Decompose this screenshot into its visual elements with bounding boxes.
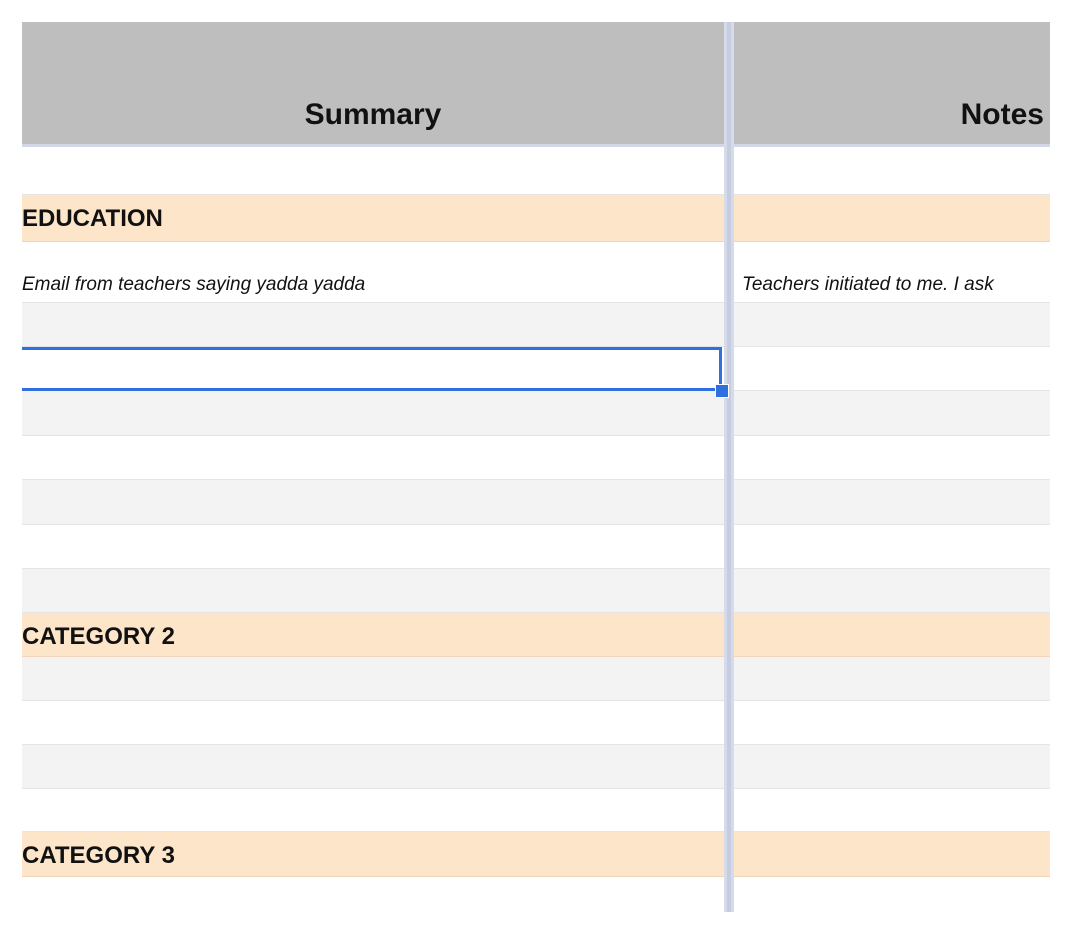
active-cell-selection[interactable] <box>22 347 722 391</box>
table-row[interactable] <box>22 436 724 480</box>
category-row-education[interactable] <box>734 195 1050 242</box>
table-row[interactable] <box>22 569 724 613</box>
category-label-education: EDUCATION <box>22 205 163 232</box>
table-row[interactable] <box>22 701 724 745</box>
table-row[interactable] <box>22 242 724 303</box>
table-row[interactable] <box>734 242 1050 303</box>
summary-cell-text: Email from teachers saying yadda yadda <box>22 274 366 295</box>
category-label-2: CATEGORY 2 <box>22 623 175 650</box>
table-row[interactable] <box>734 701 1050 745</box>
summary-column <box>22 22 724 912</box>
table-row[interactable] <box>22 303 724 347</box>
table-row[interactable] <box>734 657 1050 701</box>
table-row[interactable] <box>22 789 724 832</box>
table-row[interactable] <box>734 569 1050 613</box>
category-row-2[interactable] <box>734 613 1050 657</box>
spreadsheet-grid <box>22 22 1050 912</box>
notes-cell-text: Teachers initiated to me. I ask <box>742 274 994 295</box>
category-row-3[interactable] <box>734 832 1050 877</box>
table-row[interactable] <box>734 789 1050 832</box>
table-row[interactable] <box>734 436 1050 480</box>
category-row-2[interactable] <box>22 613 724 657</box>
table-row[interactable] <box>734 525 1050 569</box>
table-row[interactable] <box>22 391 724 436</box>
table-row[interactable] <box>22 745 724 789</box>
notes-header-label: Notes <box>960 98 1044 131</box>
table-row[interactable] <box>22 480 724 525</box>
table-row[interactable] <box>22 657 724 701</box>
notes-column <box>734 22 1050 912</box>
category-row-education[interactable] <box>22 195 724 242</box>
table-row[interactable] <box>734 391 1050 436</box>
summary-header-label: Summary <box>304 98 442 131</box>
category-label-3: CATEGORY 3 <box>22 842 175 869</box>
table-row[interactable] <box>22 877 724 912</box>
table-row[interactable] <box>734 303 1050 347</box>
category-row-3[interactable] <box>22 832 724 877</box>
notes-header-cell[interactable] <box>734 22 1050 147</box>
table-row[interactable] <box>734 877 1050 912</box>
table-row[interactable] <box>734 147 1050 195</box>
summary-header-cell[interactable] <box>22 22 724 147</box>
table-row[interactable] <box>734 347 1050 391</box>
table-row[interactable] <box>734 480 1050 525</box>
table-row[interactable] <box>22 525 724 569</box>
column-resize-divider[interactable] <box>724 22 734 912</box>
table-row[interactable] <box>22 147 724 195</box>
table-row[interactable] <box>734 745 1050 789</box>
fill-handle[interactable] <box>715 384 729 398</box>
